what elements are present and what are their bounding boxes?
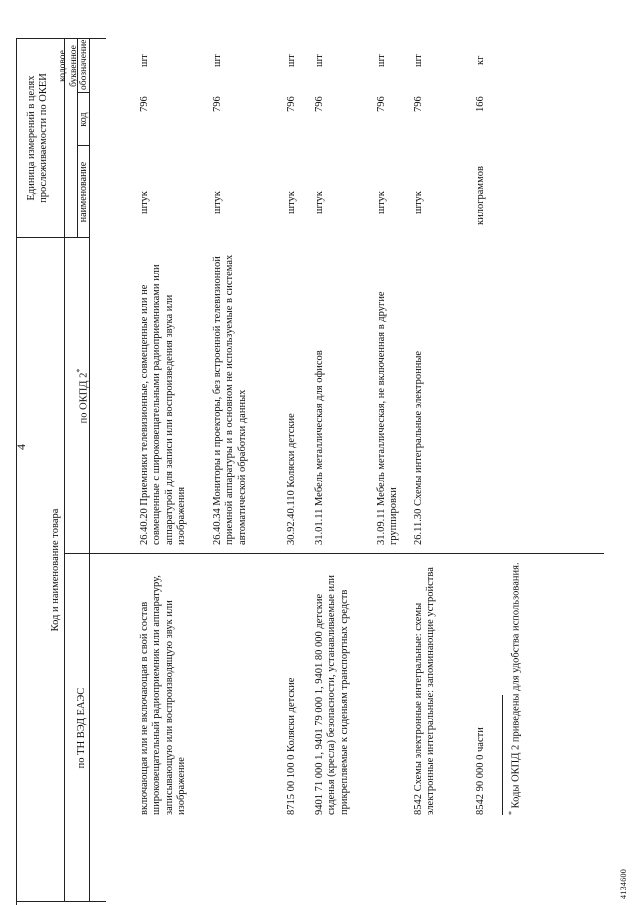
header-okei-name: наименование xyxy=(78,161,89,223)
row-3-okpd-1-letter: шт xyxy=(314,54,325,67)
row-3-okpd-2-letter: шт xyxy=(376,54,387,67)
row-2-tnved: 8715 00 100 0 Коляски детские xyxy=(286,677,297,815)
footnote-separator xyxy=(502,695,503,815)
header-group-divider xyxy=(64,39,65,902)
table-top-border xyxy=(16,39,17,905)
header-tnved: по ТН ВЭД ЕАЭС xyxy=(76,687,87,769)
header-product-group: Код и наименование товара xyxy=(50,508,61,632)
header-okei-group: Единица измерений в целях прослеживаемости по ОКЕИ xyxy=(26,73,49,203)
row-3-okpd-1: 31.01.11 Мебель металлическая для офисов xyxy=(314,350,325,545)
column-divider-tnved-okpd xyxy=(64,553,604,554)
row-1-okpd-2-letter: шт xyxy=(212,54,223,67)
row-4-tnved: 8542 Схемы электронные интегральные: схемы электронные интегральные: запоминающие устройства xyxy=(413,567,437,815)
document-code: 4134600 xyxy=(619,868,628,899)
row-2-unit: штук xyxy=(286,191,297,214)
row-4-unit: штук xyxy=(413,191,424,214)
row-3-tnved: 9401 71 000 1, 9401 79 000 1, 9401 80 000 детские сиденья (кресла) безопасности, устанавливаемые или прикрепляемые к сиденьям транспортных средств xyxy=(314,575,350,815)
header-okpd xyxy=(74,238,91,554)
row-1-tnved: включающая или не включающая в свой состав широковещательный радиоприемник или аппаратуру, записывающую или воспроизводящую звук или изображение xyxy=(139,575,188,815)
row-1-okpd-2: 26.40.34 Мониторы и проекторы, без встроенной телевизионной приемной аппаратуры и в основном не используемые в системах автоматической обработки данных xyxy=(212,254,248,545)
row-4-okpd-1: 26.11.30 Схемы интегральные электронные xyxy=(413,350,424,545)
header-okei-letter: кодовое буквенное обозначение xyxy=(58,39,89,90)
row-1-okpd-1-unit: штук xyxy=(139,191,150,214)
row-1-okpd-1-code: 796 xyxy=(139,96,150,112)
footnote-mark: * xyxy=(507,811,516,815)
row-1-okpd-1-letter: шт xyxy=(139,54,150,67)
row-5-unit: килограммов xyxy=(475,166,486,225)
row-1-okpd-2-unit: штук xyxy=(212,191,223,214)
row-3-okpd-2-unit: штук xyxy=(376,191,387,214)
footnote-text: Коды ОКПД 2 приведены для удобства использования. xyxy=(510,562,522,809)
row-3-okpd-2-code: 796 xyxy=(376,96,387,112)
row-3-okpd-2: 31.09.11 Мебель металлическая, не включенная в другие группировки xyxy=(376,291,400,545)
header-okei-code: код xyxy=(78,112,89,127)
row-3-okpd-1-unit: штук xyxy=(314,191,325,214)
row-5-tnved: 8542 90 000 0 части xyxy=(475,727,486,815)
row-4-letter: шт xyxy=(413,54,424,67)
row-2-okpd-1: 30.92.40.110 Коляски детские xyxy=(286,413,297,545)
row-2-letter: шт xyxy=(286,54,297,67)
row-2-code: 796 xyxy=(286,96,297,112)
row-1-okpd-2-code: 796 xyxy=(212,96,223,112)
page-number: 4 xyxy=(14,444,28,450)
row-3-okpd-1-code: 796 xyxy=(314,96,325,112)
table-right-border xyxy=(16,38,106,39)
header-okpd-label: по ОКПД 2 xyxy=(78,372,90,424)
row-4-code: 796 xyxy=(413,96,424,112)
row-5-letter: кг xyxy=(475,55,486,65)
row-1-okpd-1: 26.40.20 Приемники телевизионные, совмещенные или не совмещенные с широковещательными радиоприемниками или аппаратурой для записи или воспроизведения звука или изображения xyxy=(139,264,188,545)
footnote xyxy=(506,255,523,815)
header-okpd-footnote-mark: * xyxy=(75,368,84,373)
row-5-code: 166 xyxy=(475,96,486,112)
